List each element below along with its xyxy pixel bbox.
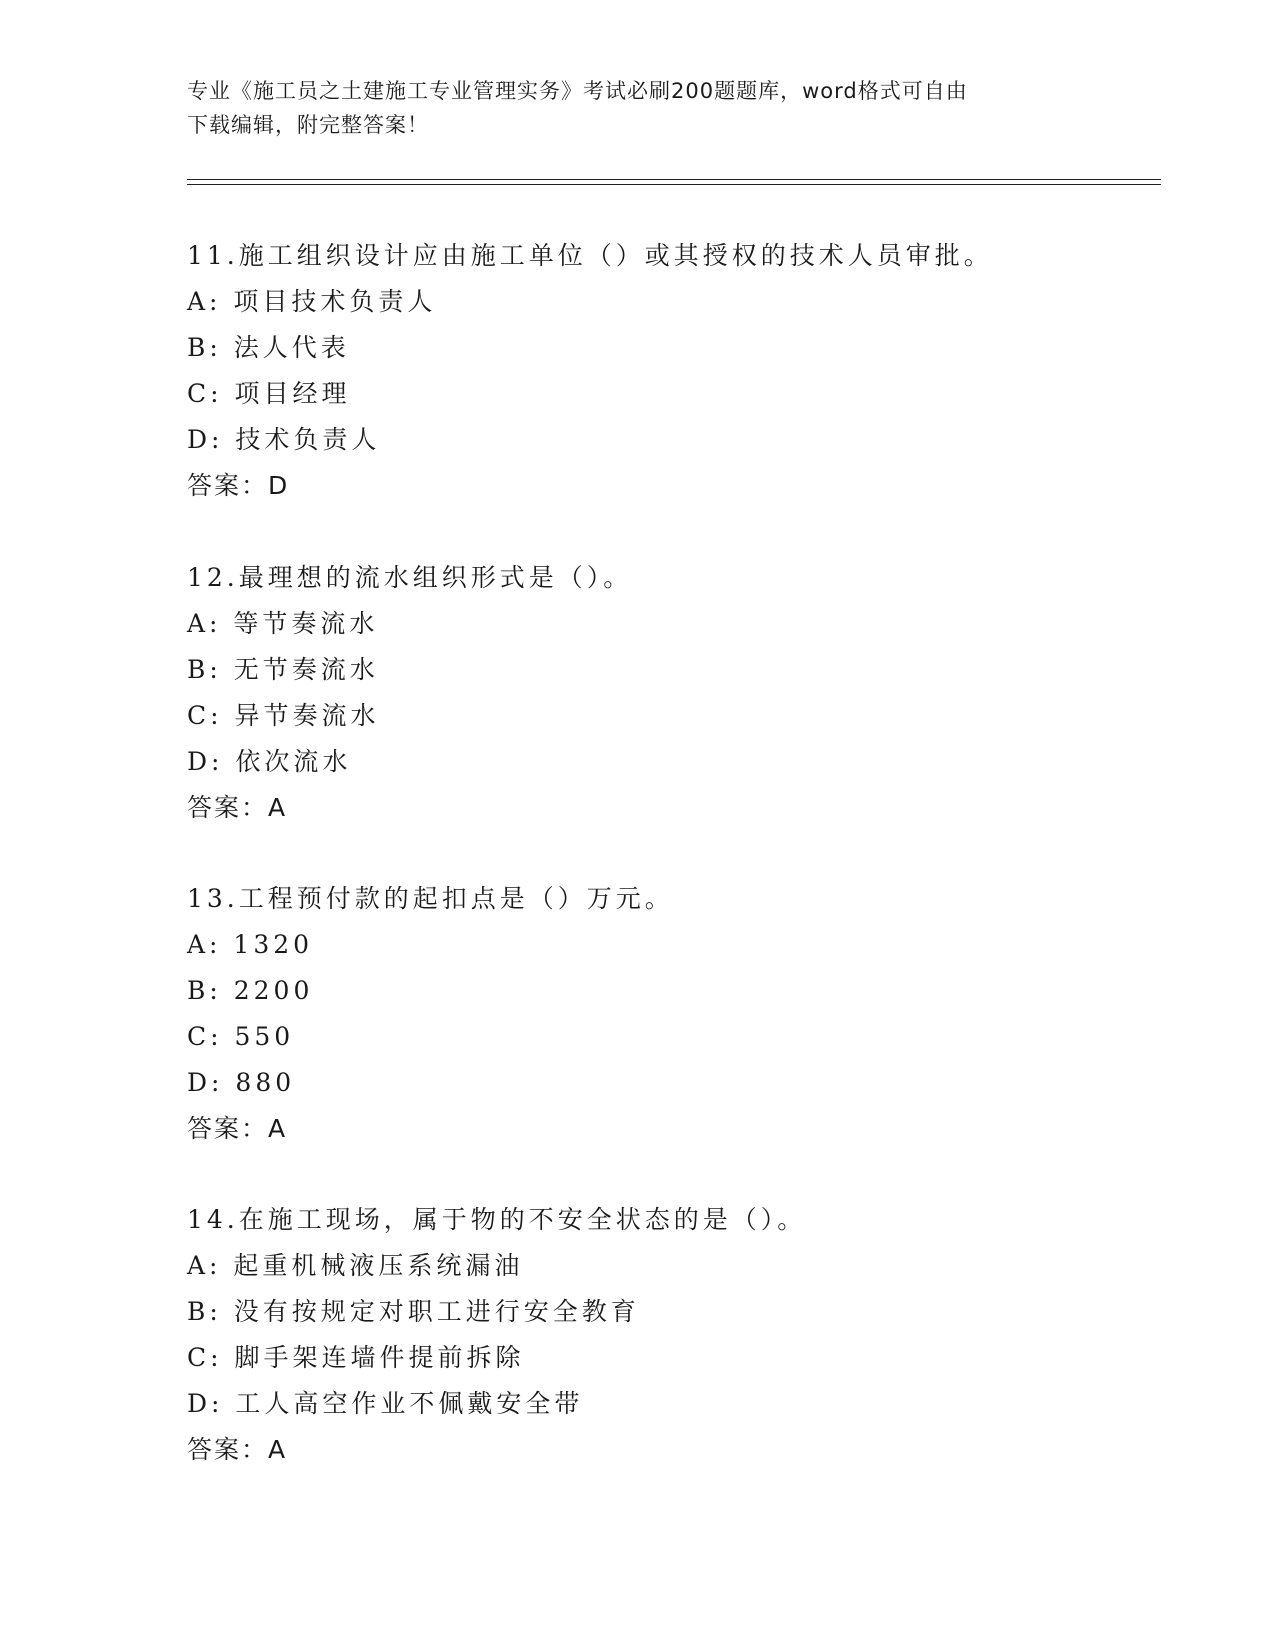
header-divider-bottom (187, 184, 1161, 185)
option-a: A: 1320 (187, 930, 314, 959)
option-d: D: 工人高空作业不佩戴安全带 (187, 1389, 584, 1418)
option-b: B: 没有按规定对职工进行安全教育 (187, 1297, 640, 1326)
answer-line: 答案：A (187, 793, 288, 822)
question-block (187, 233, 1147, 509)
option-b: B: 法人代表 (187, 333, 350, 362)
header-divider-top (187, 179, 1161, 180)
answer-line: 答案：A (187, 1435, 288, 1464)
option-d: D: 依次流水 (187, 747, 352, 776)
option-c: C: 异节奏流水 (187, 701, 380, 730)
answer-line: 答案：D (187, 471, 290, 500)
option-c: C: 550 (187, 1022, 295, 1051)
option-c: C: 脚手架连墙件提前拆除 (187, 1343, 525, 1372)
question-title: 13.工程预付款的起扣点是（）万元。 (187, 884, 674, 913)
answer-line: 答案：A (187, 1114, 288, 1143)
question-title: 11.施工组织设计应由施工单位（）或其授权的技术人员审批。 (187, 241, 993, 270)
option-d: D: 技术负责人 (187, 425, 381, 454)
option-b: B: 2200 (187, 976, 314, 1005)
option-a: A: 项目技术负责人 (187, 287, 437, 316)
option-b: B: 无节奏流水 (187, 655, 379, 684)
document-header (187, 74, 1087, 142)
question-block (187, 1197, 1147, 1473)
question-block (187, 555, 1147, 831)
question-title: 12.最理想的流水组织形式是（）。 (187, 563, 633, 592)
option-c: C: 项目经理 (187, 379, 351, 408)
option-d: D: 880 (187, 1068, 296, 1097)
question-block (187, 876, 1147, 1152)
header-line-1: 专业《施工员之土建施工专业管理实务》考试必刷200题题库，word格式可自由 (187, 79, 968, 103)
question-title: 14.在施工现场，属于物的不安全状态的是（）。 (187, 1205, 807, 1234)
option-a: A: 起重机械液压系统漏油 (187, 1251, 524, 1280)
header-line-2: 下载编辑，附完整答案！ (187, 113, 429, 137)
option-a: A: 等节奏流水 (187, 609, 379, 638)
